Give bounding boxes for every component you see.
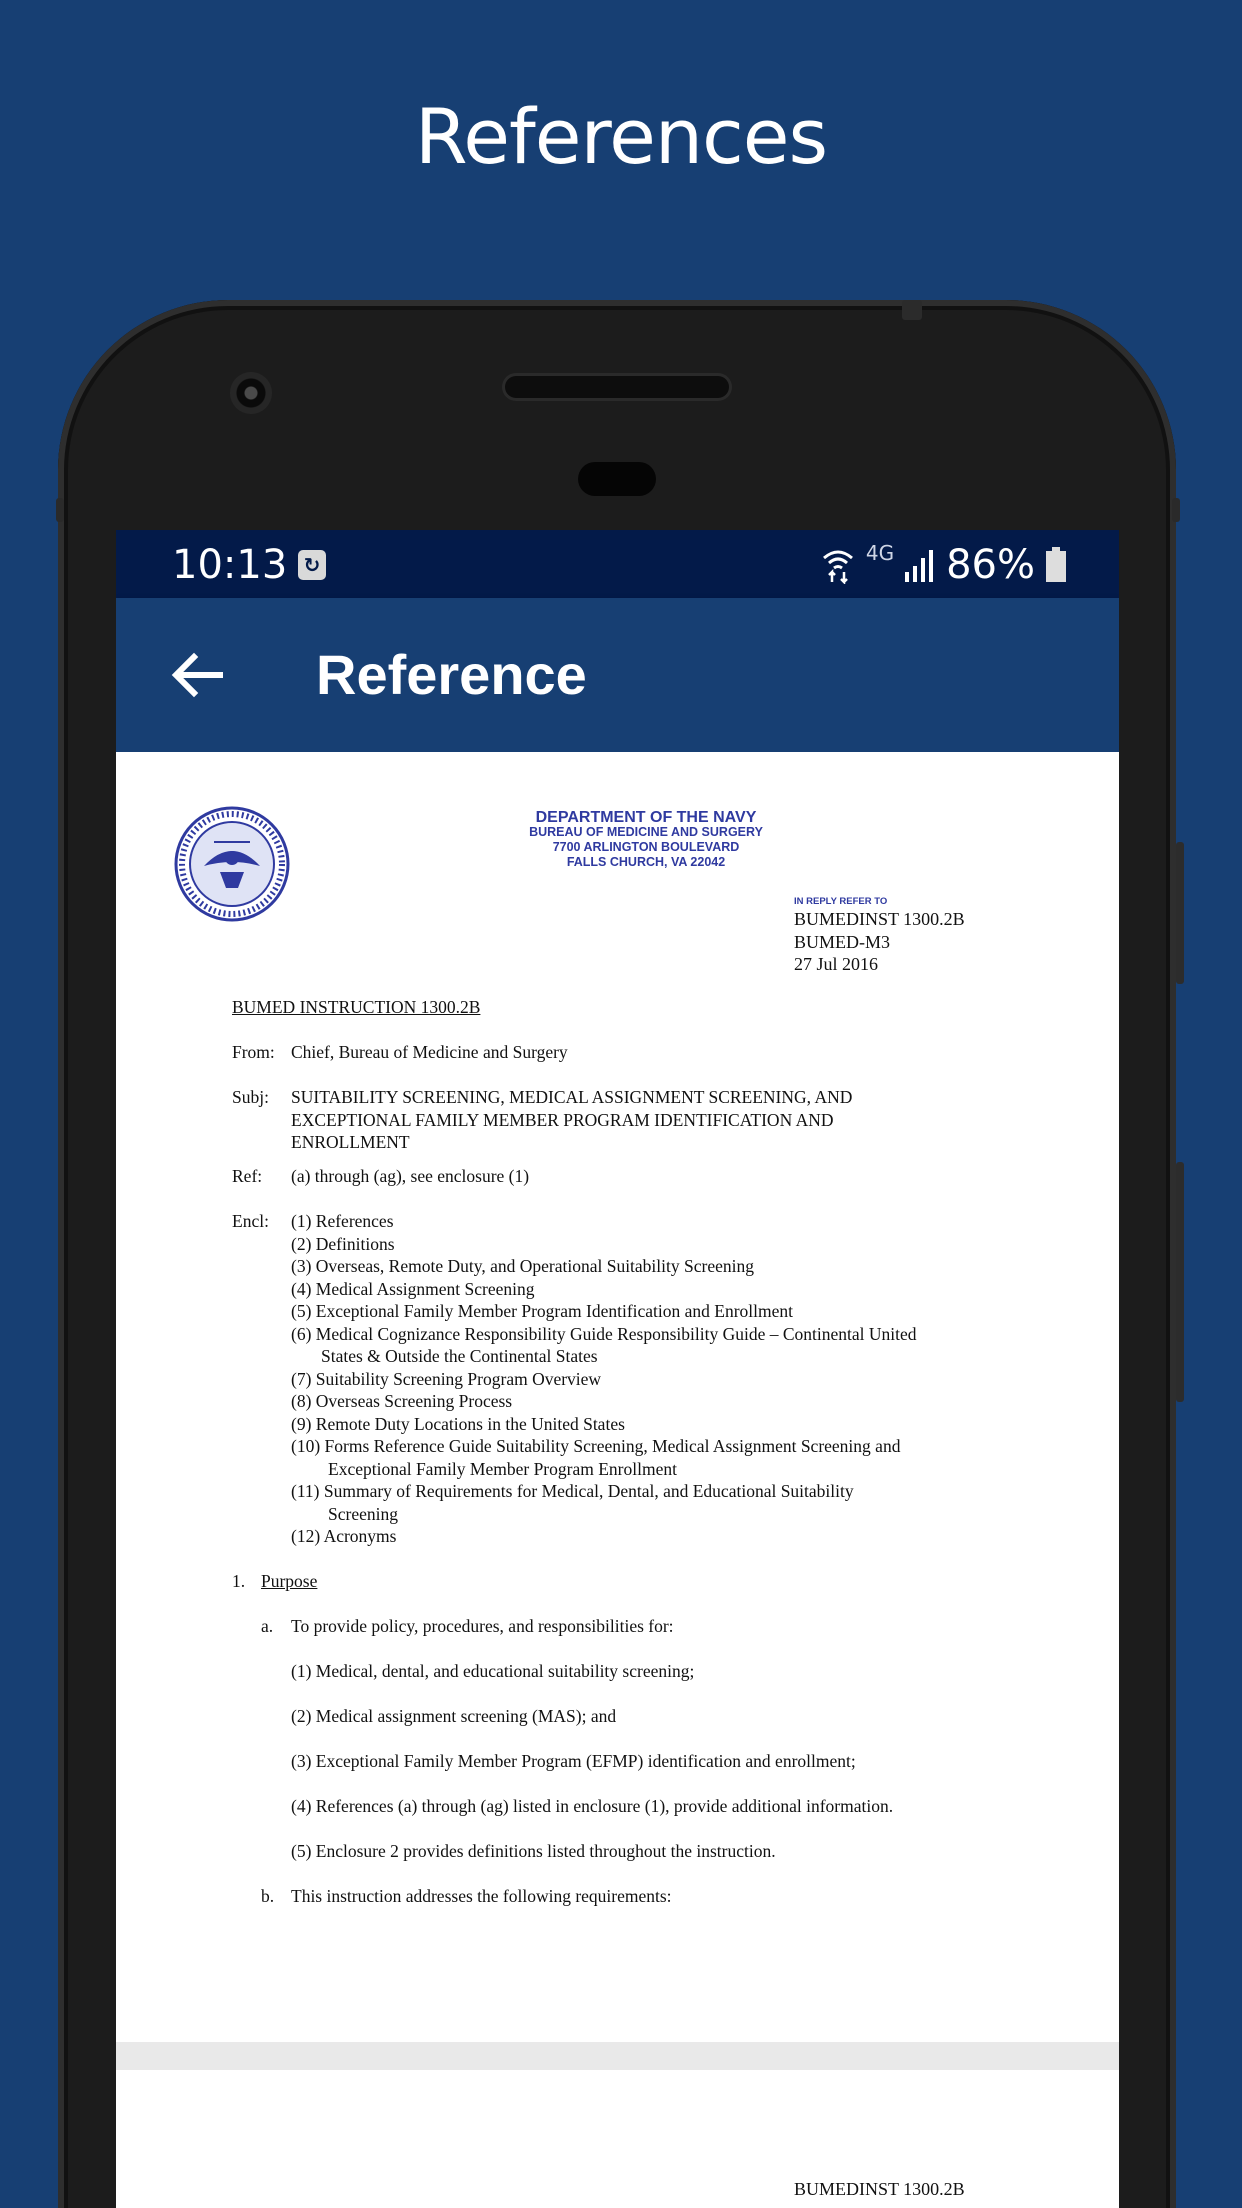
- paragraph-b-label: b.: [261, 1886, 275, 1906]
- letterhead-line-1: DEPARTMENT OF THE NAVY: [535, 809, 757, 826]
- app-bar-title: Reference: [316, 643, 587, 706]
- paragraph-b-text: This instruction addresses the following requirements:: [291, 1886, 672, 1906]
- letterhead-line-2: BUREAU OF MEDICINE AND SURGERY: [529, 825, 763, 839]
- subj-line: EXCEPTIONAL FAMILY MEMBER PROGRAM IDENTIFICATION AND: [291, 1109, 834, 1130]
- encl-label: Encl:: [232, 1211, 269, 1231]
- enclosure-item: (7) Suitability Screening Program Overview: [291, 1368, 602, 1389]
- earpiece-speaker: [505, 376, 729, 398]
- paragraph-a-label: a.: [261, 1616, 274, 1636]
- ref-label: Ref:: [232, 1166, 263, 1186]
- reply-block: [794, 908, 965, 976]
- purpose-subitem: (2) Medical assignment screening (MAS); and: [291, 1706, 617, 1726]
- enclosure-item: (8) Overseas Screening Process: [291, 1391, 513, 1411]
- section-number: 1.: [232, 1571, 246, 1591]
- phone-left-button: [56, 498, 64, 522]
- subj-label: Subj:: [232, 1087, 269, 1107]
- enclosure-item: (4) Medical Assignment Screening: [291, 1278, 535, 1299]
- page-2-header: BUMEDINST 1300.2B: [794, 2179, 965, 2199]
- letterhead: [456, 810, 836, 870]
- purpose-subitem: (3) Exceptional Family Member Program (EFMP) identification and enrollment;: [291, 1751, 856, 1771]
- from-label: From:: [232, 1042, 275, 1062]
- battery-percentage: 86%: [946, 542, 1035, 588]
- instruction-title: BUMED INSTRUCTION 1300.2B: [232, 997, 481, 1017]
- letterhead-line-3: 7700 ARLINGTON BOULEVARD: [552, 840, 740, 854]
- status-indicators: [820, 542, 1067, 588]
- status-bar: [116, 530, 1119, 598]
- enclosure-item-continued: Exceptional Family Member Program Enrollment: [328, 1458, 677, 1479]
- letterhead-line-4: FALLS CHURCH, VA 22042: [566, 855, 726, 869]
- document-page[interactable]: [116, 752, 1119, 2042]
- paragraph-a-text: To provide policy, procedures, and responsibilities for:: [291, 1616, 674, 1636]
- reply-label: IN REPLY REFER TO: [794, 896, 888, 907]
- enclosure-item: (5) Exceptional Family Member Program Identification and Enrollment: [291, 1301, 794, 1321]
- enclosure-item: (2) Definitions: [291, 1233, 395, 1254]
- document-page-2[interactable]: [116, 2070, 1119, 2208]
- promo-title: References: [414, 92, 828, 181]
- signal-strength-icon: [904, 548, 936, 582]
- enclosure-item: (6) Medical Cognizance Responsibility Guide Responsibility Guide – Continental United: [291, 1323, 917, 1344]
- enclosure-item: (12) Acronyms: [291, 1526, 397, 1546]
- phone-power-button: [1176, 842, 1184, 984]
- department-of-defense-seal-icon: [174, 806, 290, 922]
- purpose-subitem: (4) References (a) through (ag) listed in enclosure (1), provide additional information.: [291, 1796, 894, 1816]
- front-camera-icon: [230, 372, 272, 414]
- network-type-label: 4G: [865, 541, 895, 565]
- enclosure-item: (3) Overseas, Remote Duty, and Operational Suitability Screening: [291, 1256, 754, 1276]
- phone-screen: [116, 530, 1119, 2208]
- reply-line-2: BUMED-M3: [794, 931, 891, 952]
- back-arrow-icon[interactable]: [166, 643, 230, 707]
- status-time: 10:13: [172, 542, 288, 588]
- enclosure-item: (1) References: [291, 1211, 394, 1231]
- proximity-sensor: [578, 462, 656, 496]
- enclosure-item-continued: Screening: [328, 1503, 398, 1524]
- phone-right-button-upper: [1172, 498, 1180, 522]
- phone-top-button: [902, 300, 922, 320]
- section-title: Purpose: [261, 1571, 318, 1591]
- enclosure-item: (10) Forms Reference Guide Suitability Screening, Medical Assignment Screening and: [291, 1436, 901, 1456]
- purpose-subitem: (5) Enclosure 2 provides definitions listed throughout the instruction.: [291, 1841, 776, 1861]
- subj-line: ENROLLMENT: [291, 1132, 410, 1152]
- reply-line-1: BUMEDINST 1300.2B: [794, 909, 965, 929]
- subj-line: SUITABILITY SCREENING, MEDICAL ASSIGNMENT SCREENING, AND: [291, 1087, 853, 1107]
- phone-volume-button: [1176, 1162, 1184, 1402]
- notification-icon: ↻: [298, 550, 326, 580]
- from-value: Chief, Bureau of Medicine and Surgery: [291, 1042, 568, 1062]
- enclosure-item-continued: States & Outside the Continental States: [321, 1346, 598, 1366]
- purpose-subitem: (1) Medical, dental, and educational suitability screening;: [291, 1661, 695, 1681]
- wifi-calling-icon: [820, 546, 856, 584]
- app-bar: [116, 598, 1119, 752]
- enclosure-item: (11) Summary of Requirements for Medical, Dental, and Educational Suitability: [291, 1481, 854, 1501]
- enclosure-item: (9) Remote Duty Locations in the United States: [291, 1413, 625, 1434]
- reply-line-3: 27 Jul 2016: [794, 954, 879, 974]
- battery-icon: [1045, 547, 1067, 583]
- ref-value: (a) through (ag), see enclosure (1): [291, 1166, 530, 1186]
